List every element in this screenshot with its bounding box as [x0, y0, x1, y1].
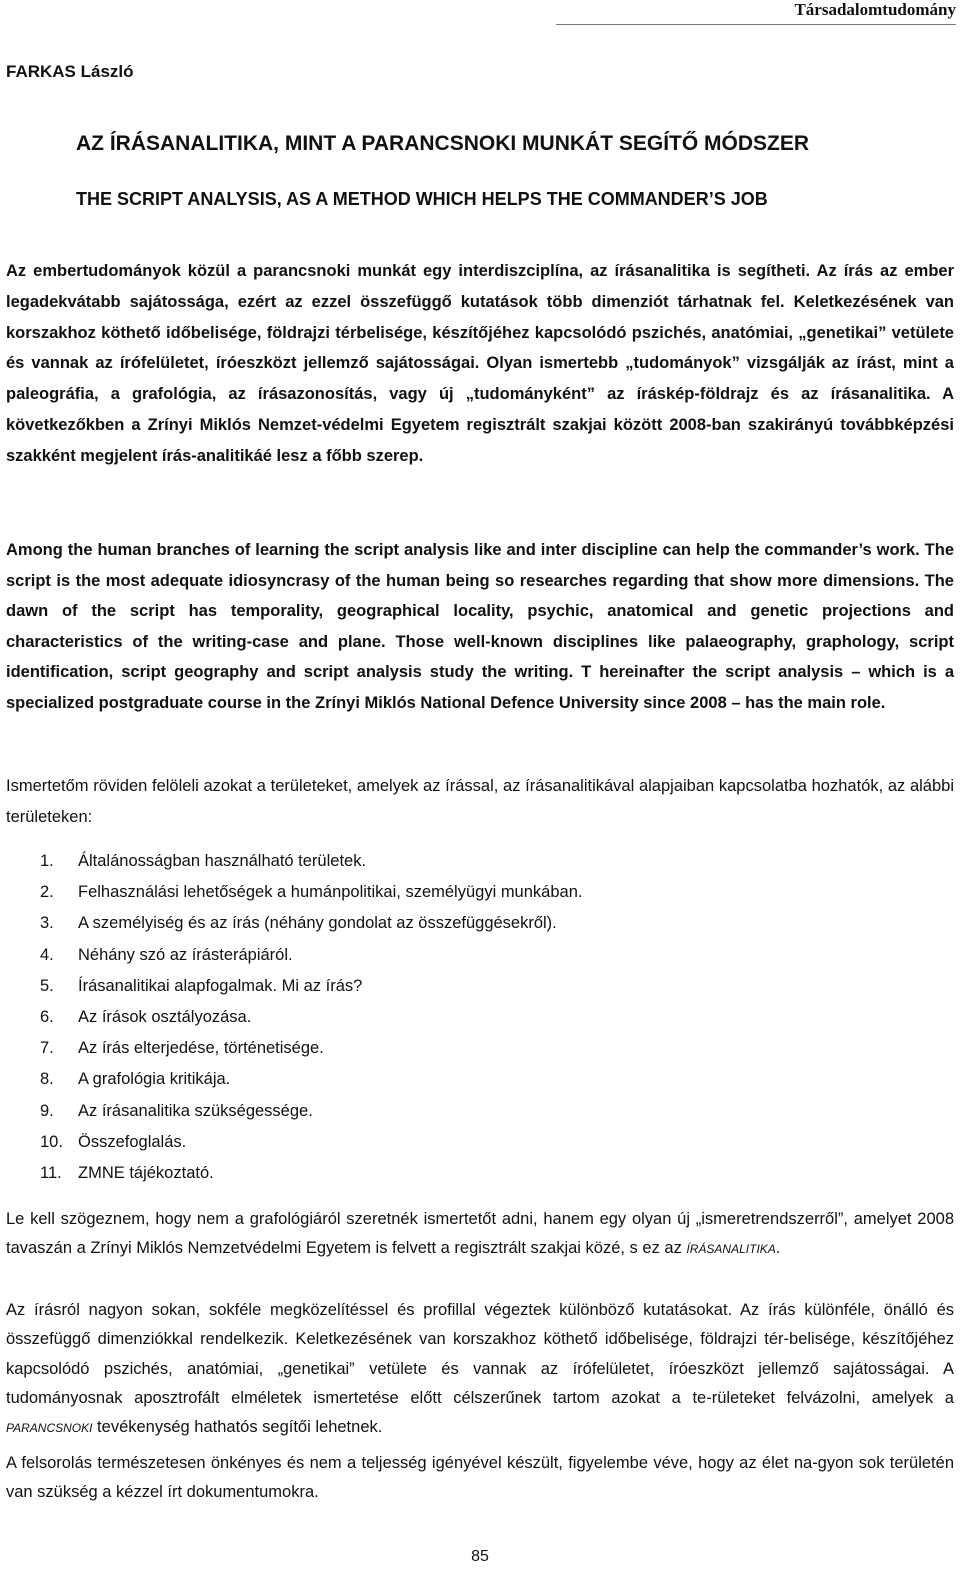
list-item-number: 7.: [40, 1039, 54, 1058]
list-item-number: 10.: [40, 1132, 63, 1151]
list-item-number: 9.: [40, 1101, 54, 1120]
emphasized-term: PARANCSNOKI: [6, 1421, 93, 1436]
list-item-text: Általánosságban használható területek.: [78, 852, 367, 870]
intro-paragraph: Ismertetőm röviden felöleli azokat a területeket, amelyek az írással, az írásanalitikával alapjaiban kapcsolatba hozhatók, az alábbi területeken:: [6, 777, 954, 826]
contents-list: [40, 846, 582, 1189]
author-name: FARKAS László: [6, 62, 134, 81]
paragraph-text-end: .: [775, 1239, 781, 1257]
list-item: [40, 1158, 582, 1189]
list-item-number: 5.: [40, 976, 54, 995]
list-item-text: Néhány szó az írásterápiáról.: [78, 945, 293, 964]
paragraph-text-end: tevékenység hathatós segítői lehetnek.: [92, 1418, 383, 1437]
body-paragraph: [6, 1205, 954, 1264]
emphasized-term: ÍRÁSANALITIKA: [686, 1242, 776, 1256]
list-item-text: A grafológia kritikája.: [78, 1070, 231, 1089]
abstract-english: Among the human branches of learning the script analysis like and inter discipline can help the commander’s work. The script is the most adequate idiosyncrasy of the human being so researches regarding that show more dimensions. The dawn of the script has temporality, geographical locality, psychic, anatomical and genetic projections and characteristics of the writing-case and plane. Those well-known disciplines like palaeography, graphology, script identification, script geography and script analysis study the writing. T hereinafter the script analysis – which is a specialized postgraduate course in the Zrínyi Miklós National Defence University since 2008 – has the main role.: [6, 541, 954, 712]
list-item: [40, 1064, 582, 1095]
title-hungarian: AZ ÍRÁSANALITIKA, MINT A PARANCSNOKI MUNKÁT SEGÍTŐ MÓDSZER: [76, 132, 810, 155]
list-item: [40, 877, 582, 908]
list-item-text: Felhasználási lehetőségek a humánpolitikai, személyügyi munkában.: [78, 883, 583, 902]
list-item: [40, 1127, 582, 1158]
body-paragraph: [6, 1296, 954, 1443]
list-item: [40, 908, 582, 939]
title-english: THE SCRIPT ANALYSIS, AS A METHOD WHICH HELPS THE COMMANDER’S JOB: [76, 189, 768, 209]
page-number: 85: [471, 1548, 489, 1565]
list-item-number: 2.: [40, 883, 54, 902]
list-item-number: 6.: [40, 1007, 54, 1026]
list-item-number: 4.: [40, 945, 54, 964]
list-item-text: Az írásanalitika szükségessége.: [78, 1101, 313, 1120]
list-item: [40, 1033, 582, 1064]
list-item-text: Összefoglalás.: [78, 1132, 187, 1151]
paragraph-text: Le kell szögeznem, hogy nem a grafológiáról szeretnék ismertetőt adni, hanem egy olyan új „ismeretrendszerről”, amelyet 2008 tavaszán a Zrínyi Miklós Nemzetvédelmi Egyetem is felvett a regisztrált szakjai közé, s ez az: [6, 1210, 954, 1257]
list-item-text: Az írás elterjedése, történetisége.: [78, 1039, 324, 1058]
list-item-number: 1.: [40, 852, 54, 870]
list-item-text: ZMNE tájékoztató.: [78, 1163, 214, 1182]
running-header: Társadalomtudomány: [556, 0, 956, 25]
list-item-text: Az írások osztályozása.: [78, 1007, 252, 1026]
list-item-number: 3.: [40, 914, 54, 933]
paragraph-text: Az írásról nagyon sokan, sokféle megközelítéssel és profillal végeztek különböző kutatásokat. Az írás különféle, önálló és összefüggő dimenziókkal rendelkezik. Keletkezésének van korszakhoz köthető időbelisége, földrajzi tér-belisége, készítőjéhez kapcsolódó pszichés, anatómiai, „genetikai” vetülete és vannak az írófelületet, íróeszközt jellemző sajátosságai. A tudományosnak aposztrofált elméletek ismertetése előtt célszerűnek tartom azokat a te-rületeket felvázolni, amelyek a: [6, 1301, 954, 1407]
list-item: [40, 1002, 582, 1033]
body-paragraph: A felsorolás természetesen önkényes és nem a teljesség igényével készült, figyelembe véve, hogy az élet na-gyon sok területén van szükség a kézzel írt dokumentumokra.: [6, 1454, 954, 1501]
abstract-hungarian: Az embertudományok közül a parancsnoki munkát egy interdiszciplína, az írásanalitika is segítheti. Az írás az ember legadekvátabb sajátossága, ezért az ezzel összefüggő kutatások több dimenziót tárhatnak fel. Keletkezésének van korszakhoz köthető időbelisége, földrajzi térbelisége, készítőjéhez kapcsolódó pszichés, anatómiai, „genetikai” vetülete és vannak az írófelületet, íróeszközt jellemző sajátosságai. Olyan ismertebb „tudományok” vizsgálják az írást, mint a paleográfia, a grafológia, az írásazonosítás, vagy új „tudományként” az íráskép-földrajz és az írásanalitika. A következőkben a Zrínyi Miklós Nemzet-védelmi Egyetem regisztrált szakjai között 2008-ban szakirányú továbbképzési szakként megjelent írás-analitikáé lesz a főbb szerep.: [6, 262, 954, 465]
list-item-number: 8.: [40, 1070, 54, 1089]
list-item-number: 11.: [40, 1163, 62, 1182]
list-item: [40, 971, 582, 1002]
list-item: [40, 846, 582, 877]
list-item-text: Írásanalitikai alapfogalmak. Mi az írás?: [78, 976, 363, 995]
list-item-text: A személyiség és az írás (néhány gondolat az összefüggésekről).: [78, 914, 557, 933]
list-item: [40, 1096, 582, 1127]
list-item: [40, 940, 582, 971]
